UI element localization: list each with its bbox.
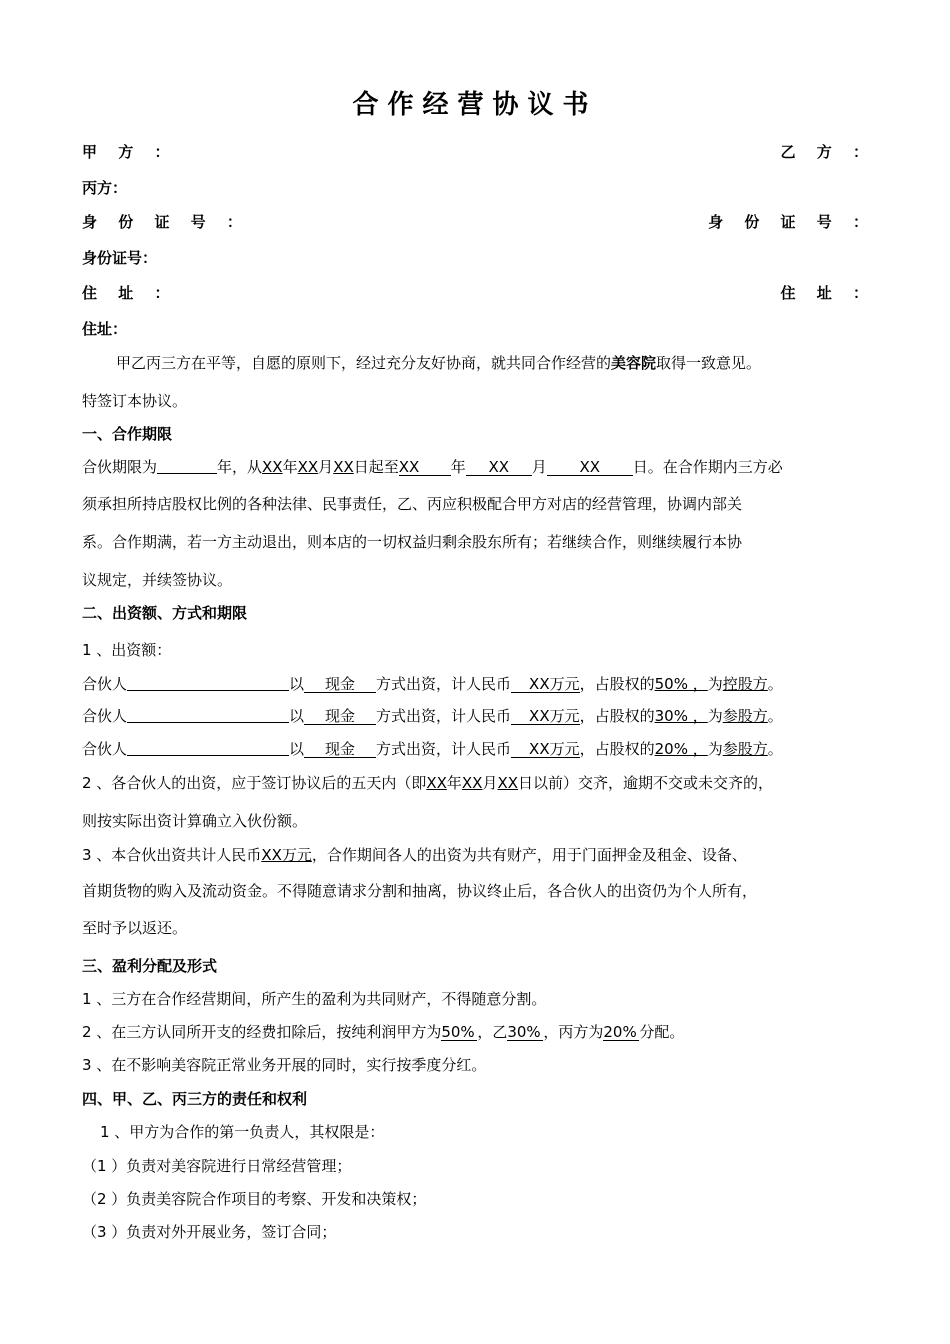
partner-name-blank (127, 675, 289, 691)
party-row (82, 142, 876, 162)
partner-amount-value: XX万元 (529, 675, 580, 693)
month-char: 月 (482, 774, 498, 792)
end-year-value: XX (398, 458, 420, 476)
address-row (82, 283, 876, 303)
profit-text: 2 、在三方认同所开支的经费扣除后，按纯利润甲方为 (82, 1023, 442, 1041)
capital-text: 3 、本合伙出资共计人民币 (82, 846, 262, 864)
partner-method (304, 708, 376, 725)
address-a-label: 住 址 ： (82, 284, 178, 302)
year-char: 年 (446, 774, 462, 792)
partner-amount-value: XX万元 (529, 740, 580, 758)
end-day-value: XX (579, 458, 601, 476)
profit-text: ，丙方为 (543, 1023, 604, 1041)
end-month (466, 459, 532, 476)
profit-item-1: 1 、三方在合作经营期间，所产生的盈利为共同财产，不得随意分割。 (82, 990, 547, 1008)
profit-item-2 (82, 1022, 876, 1042)
partner-text: 为 (707, 707, 723, 725)
term-line (82, 457, 876, 477)
partner-text: 方式出资，计人民币 (376, 707, 512, 725)
profit-share-b-value: 30% (507, 1023, 541, 1041)
partner-name-blank (127, 707, 289, 723)
start-month: XX (297, 458, 319, 476)
year-char: 年 (282, 458, 298, 476)
partner-name-blank (127, 740, 289, 756)
end-month-value: XX (488, 458, 510, 476)
profit-share-b (507, 1024, 543, 1041)
total-capital: XX万元 (261, 846, 312, 864)
intro-text: 甲乙丙三方在平等，自愿的原则下，经过充分友好协商，就共同合作经营的 (116, 354, 612, 372)
deadline-day: XX (497, 774, 519, 792)
profit-text: ，乙 (477, 1023, 508, 1041)
end-year (399, 459, 451, 476)
capital-item-3-cont: 首期货物的购入及流动资金。不得随意请求分割和抽离，协议终止后，各合伙人的出资仍为个人所有， (82, 882, 758, 900)
partner-text: 。 (767, 675, 783, 693)
intro-text-end: 取得一致意见。 (656, 354, 762, 372)
address-c-label: 住址： (82, 320, 128, 338)
section-2-heading: 二、出资额、方式和期限 (82, 604, 248, 622)
partner-text: 为 (707, 740, 723, 758)
intro-line-2: 特签订本协议。 (82, 392, 188, 410)
capital-text: 2 、各合伙人的出资，应于签订协议后的五天内（即 (82, 774, 427, 792)
partner-amount-value: XX万元 (529, 707, 580, 725)
duty-item-1: 1 、甲方为合作的第一负责人，其权限是： (100, 1123, 385, 1141)
partner-role: 控股方 (722, 675, 768, 693)
capital-item-2-cont: 则按实际出资计算确立入伙份额。 (82, 812, 308, 830)
end-day (547, 459, 633, 476)
month-char: 月 (531, 458, 547, 476)
partner-text: 以 (289, 740, 305, 758)
partner-text: ，占股权的 (579, 740, 655, 758)
section-3-heading: 三、盈利分配及形式 (82, 957, 218, 975)
term-years-blank (157, 458, 217, 474)
partner-row (82, 706, 876, 726)
partner-text: 方式出资，计人民币 (376, 675, 512, 693)
business-name: 美容院 (611, 354, 657, 372)
duty-subitem: （2 ）负责美容院合作项目的考察、开发和决策权； (82, 1190, 427, 1208)
id-a-label: 身 份 证 号 ： (82, 213, 250, 231)
party-b-label: 乙 方 ： (780, 143, 876, 161)
partner-text: 以 (289, 675, 305, 693)
party-a-label: 甲 方 ： (82, 143, 178, 161)
capital-item-3-end: 至时予以返还。 (82, 919, 188, 937)
capital-item-3 (82, 845, 876, 865)
address-b-label: 住 址 ： (780, 284, 876, 302)
partner-text: 为 (707, 675, 723, 693)
duty-subitem: （1 ）负责对美容院进行日常经营管理； (82, 1157, 352, 1175)
intro-paragraph (82, 353, 876, 373)
partner-share: 30% ， (654, 707, 708, 725)
partner-share: 50% ， (654, 675, 708, 693)
partner-text: 。 (767, 740, 783, 758)
partner-text: ，占股权的 (579, 707, 655, 725)
partner-label: 合伙人 (82, 675, 128, 693)
party-c-label: 丙方： (82, 179, 128, 197)
partner-method-value: 现金 (325, 707, 356, 725)
partner-role: 参股方 (722, 740, 768, 758)
partner-row (82, 674, 876, 694)
capital-item-2 (82, 773, 876, 793)
term-text: 合伙期限为 (82, 458, 158, 476)
deadline-month: XX (461, 774, 483, 792)
section-1-heading: 一、合作期限 (82, 425, 173, 443)
partner-row (82, 739, 876, 759)
start-day: XX (333, 458, 354, 476)
partner-label: 合伙人 (82, 740, 128, 758)
term-text: 日。在合作期内三方必 (632, 458, 783, 476)
term-text: 日起至 (353, 458, 399, 476)
partner-amount (511, 708, 580, 725)
id-row (82, 212, 876, 232)
capital-text: ，合作期间各人的出资为共有财产，用于门面押金及租金、设备、 (311, 846, 747, 864)
partner-method-value: 现金 (325, 675, 356, 693)
partner-text: ，占股权的 (579, 675, 655, 693)
partner-text: 方式出资，计人民币 (376, 740, 512, 758)
id-c-label: 身份证号： (82, 249, 158, 267)
partner-text: 以 (289, 707, 305, 725)
id-b-label: 身 份 证 号 ： (708, 213, 876, 231)
capital-text: 日以前）交齐，逾期不交或未交齐的， (518, 774, 774, 792)
term-line-3: 系。合作期满，若一方主动退出，则本店的一切权益归剩余股东所有；若继续合作，则继续履行本协 (82, 533, 743, 551)
profit-share-a (441, 1024, 477, 1041)
term-line-2: 须承担所持店股权比例的各种法律、民事责任，乙、丙应积极配合甲方对店的经营管理，协调内部关 (82, 495, 743, 513)
partner-label: 合伙人 (82, 707, 128, 725)
partner-method (304, 741, 376, 758)
partner-amount (511, 676, 580, 693)
partner-share: 20% ， (654, 740, 708, 758)
partner-text: 。 (767, 707, 783, 725)
start-year: XX (262, 458, 283, 476)
section-4-heading: 四、甲、乙、丙三方的责任和权利 (82, 1090, 308, 1108)
profit-share-a-value: 50% (441, 1023, 475, 1041)
partner-method (304, 676, 376, 693)
partner-role: 参股方 (722, 707, 768, 725)
document-title: 合作经营协议书 (352, 90, 598, 120)
year-char: 年 (450, 458, 466, 476)
duty-subitem: （3 ）负责对外开展业务，签订合同； (82, 1223, 337, 1241)
profit-text: 分配。 (639, 1023, 685, 1041)
deadline-year: XX (426, 774, 447, 792)
term-text: 年，从 (217, 458, 263, 476)
term-line-4: 议规定，并续签协议。 (82, 571, 233, 589)
partner-amount (511, 741, 580, 758)
capital-item-1: 1 、出资额： (82, 641, 172, 659)
profit-item-3: 3 、在不影响美容院正常业务开展的同时，实行按季度分红。 (82, 1056, 487, 1074)
partner-method-value: 现金 (325, 740, 356, 758)
month-char: 月 (318, 458, 334, 476)
profit-share-c-value: 20% (603, 1023, 637, 1041)
profit-share-c (603, 1024, 639, 1041)
